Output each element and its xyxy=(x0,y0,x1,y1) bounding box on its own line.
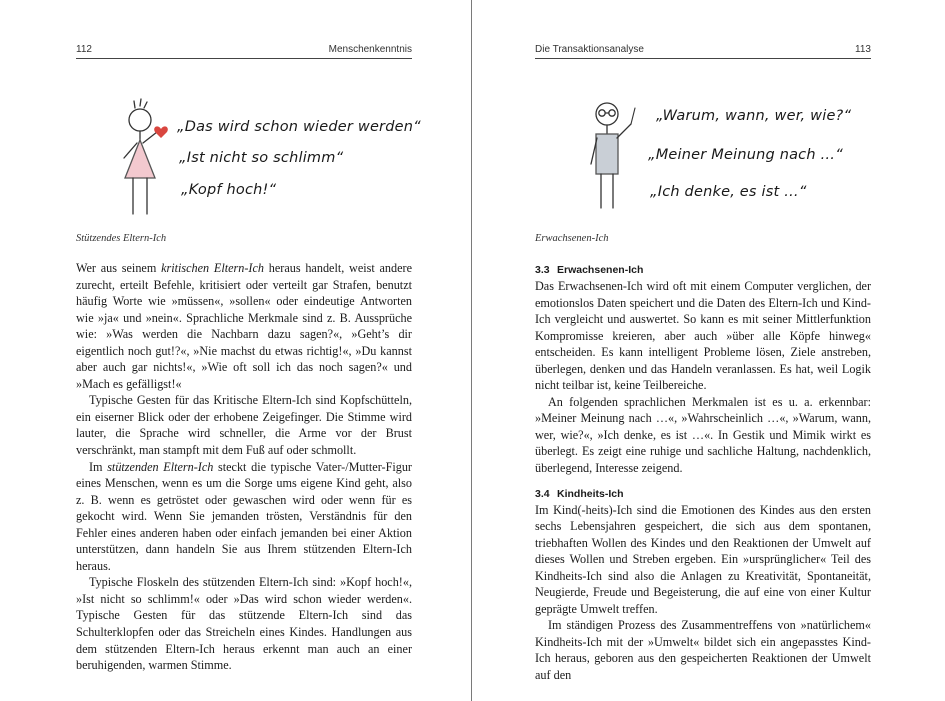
left-quote-1: „Das wird schon wieder werden“ xyxy=(177,119,421,135)
heart-icon xyxy=(154,126,168,138)
paragraph: Wer aus seinem kritischen Eltern-Ich heraus handelt, weist andere zurecht, erteilt Befehle, kritisiert oder verteilt gar Strafen, benutzt häufig Worte wie »müssen«, »sollen« oder eindeutige Antworten wie »ja« und »nein«. Sprachliche Merkmale sind z. B. Aussprüche wie: »Was werden die Nachbarn dazu sagen?«, »Geht’s dir eigentlich noch gut!?«, »Nie machst du etwas richtig!«, »Du kannst aber auch gar nichts!«, »Wie oft soll ich das noch sagen?« und »Mach es gefälligst!« xyxy=(76,261,412,391)
left-running-head xyxy=(76,44,412,59)
left-page xyxy=(0,0,472,701)
right-body-text xyxy=(535,262,871,684)
left-quote-3: „Kopf hoch!“ xyxy=(181,182,277,198)
right-quote-1: „Warum, wann, wer, wie?“ xyxy=(656,108,852,124)
paragraph: Im ständigen Prozess des Zusammentreffens von »natürlichem« Kindheits-Ich mit der »Umwelt« bildet sich ein angepasstes Kind-Ich heraus, geboren aus den gespeicherten Reaktionen der Umwelt auf den xyxy=(535,618,871,683)
paragraph: Typische Gesten für das Kritische Eltern-Ich sind Kopfschütteln, ein eiserner Blick oder der erhobene Zeigefinger. Die Stimme wird lauter, die Sprache wird schneller, die Arme vor der Brust verschränkt, man stampft mit dem Fuß auf oder schmollt. xyxy=(76,393,412,458)
paragraph: Im stützenden Eltern-Ich steckt die typische Vater-/Mutter-Figur eines Menschen, wenn es um die Sorge ums eigene Kind geht, also z. B. wenn es getröstet oder gewaschen wird oder wenn für es gekocht wird. Wenn Sie jemanden trösten, Verständnis für den Fehler eines anderen haben oder einfach jemanden bei einer Aktion unterstützen, dann handeln Sie aus Ihrem stützenden Eltern-Ich heraus. xyxy=(76,459,412,573)
right-quote-2: „Meiner Meinung nach …“ xyxy=(648,147,843,163)
running-title: Die Transaktionsanalyse xyxy=(535,44,644,55)
paragraph: Typische Floskeln des stützenden Eltern-Ich sind: »Kopf hoch!«, »Ist nicht so schlimm!« oder »Das wird schon wieder werden«. Typische Gesten für das stützende Eltern-Ich sind das Schulterklopfen oder das Streicheln eines Kindes. Handlungen aus dem stützenden Eltern-Ich heraus erkennt man auch an einer beruhigenden, warmen Stimme. xyxy=(76,575,412,673)
paragraph: Im Kind(-heits)-Ich sind die Emotionen des Kindes aus den ersten sechs Lebensjahren gespeichert, die sich aus dem spontanen, triebhaften Wollen des Kindes und den Reaktionen der Umwelt auf dieses Wollen und Streben ergeben. Ein »ursprünglicher« Teil des Kindheits-Ich sind also die Anlagen zu Kreativität, Spontaneität, Neugierde, Freude und Begeisterung, die auf eine von einer Kultur geprägte Umwelt treffen. xyxy=(535,502,871,616)
supportive-parent-figure xyxy=(113,96,183,221)
section-heading: 3.3 Erwachsenen-Ich xyxy=(535,264,644,276)
left-quote-2: „Ist nicht so schlimm“ xyxy=(179,150,344,166)
figure-caption: Stützendes Eltern-Ich xyxy=(76,233,167,244)
figure-caption: Erwachsenen-Ich xyxy=(535,233,609,244)
paragraph: An folgenden sprachlichen Merkmalen ist es u. a. erkennbar: »Meiner Meinung nach …«, »Wahrscheinlich …«, »Warum, wann, wer, wie?«, »Ich denke, es ist …«. In Gestik und Mimik wirkt es überlegt. Es zeigt eine ruhige und sachliche Haltung, nachdenklich, überlegend, Interesse zeigend. xyxy=(535,394,871,476)
left-body-text xyxy=(76,260,412,674)
right-page xyxy=(473,0,945,701)
page-number: 113 xyxy=(855,44,871,55)
right-quote-3: „Ich denke, es ist …“ xyxy=(650,184,807,200)
paragraph: Das Erwachsenen-Ich wird oft mit einem Computer verglichen, der emotionslos Daten speichert und die Daten des Eltern-Ich und Kind-Ich vergleicht und auswertet. So kann es mit seiner Mittlerfunktion Kompromisse kreieren, aber auch »über alle Köpfe hinweg« entscheiden. Es kann intelligent Probleme lösen, Ziele anstreben, überlegen, denken und das Handeln veranlassen. Es hat, weil Logik nicht teilbar ist, keine Teilbereiche. xyxy=(535,279,871,393)
right-running-head xyxy=(535,44,871,59)
section-heading: 3.4 Kindheits-Ich xyxy=(535,487,624,500)
adult-ego-figure xyxy=(585,94,645,214)
running-title: Menschenkenntnis xyxy=(328,44,412,55)
page-number: 112 xyxy=(76,44,92,55)
